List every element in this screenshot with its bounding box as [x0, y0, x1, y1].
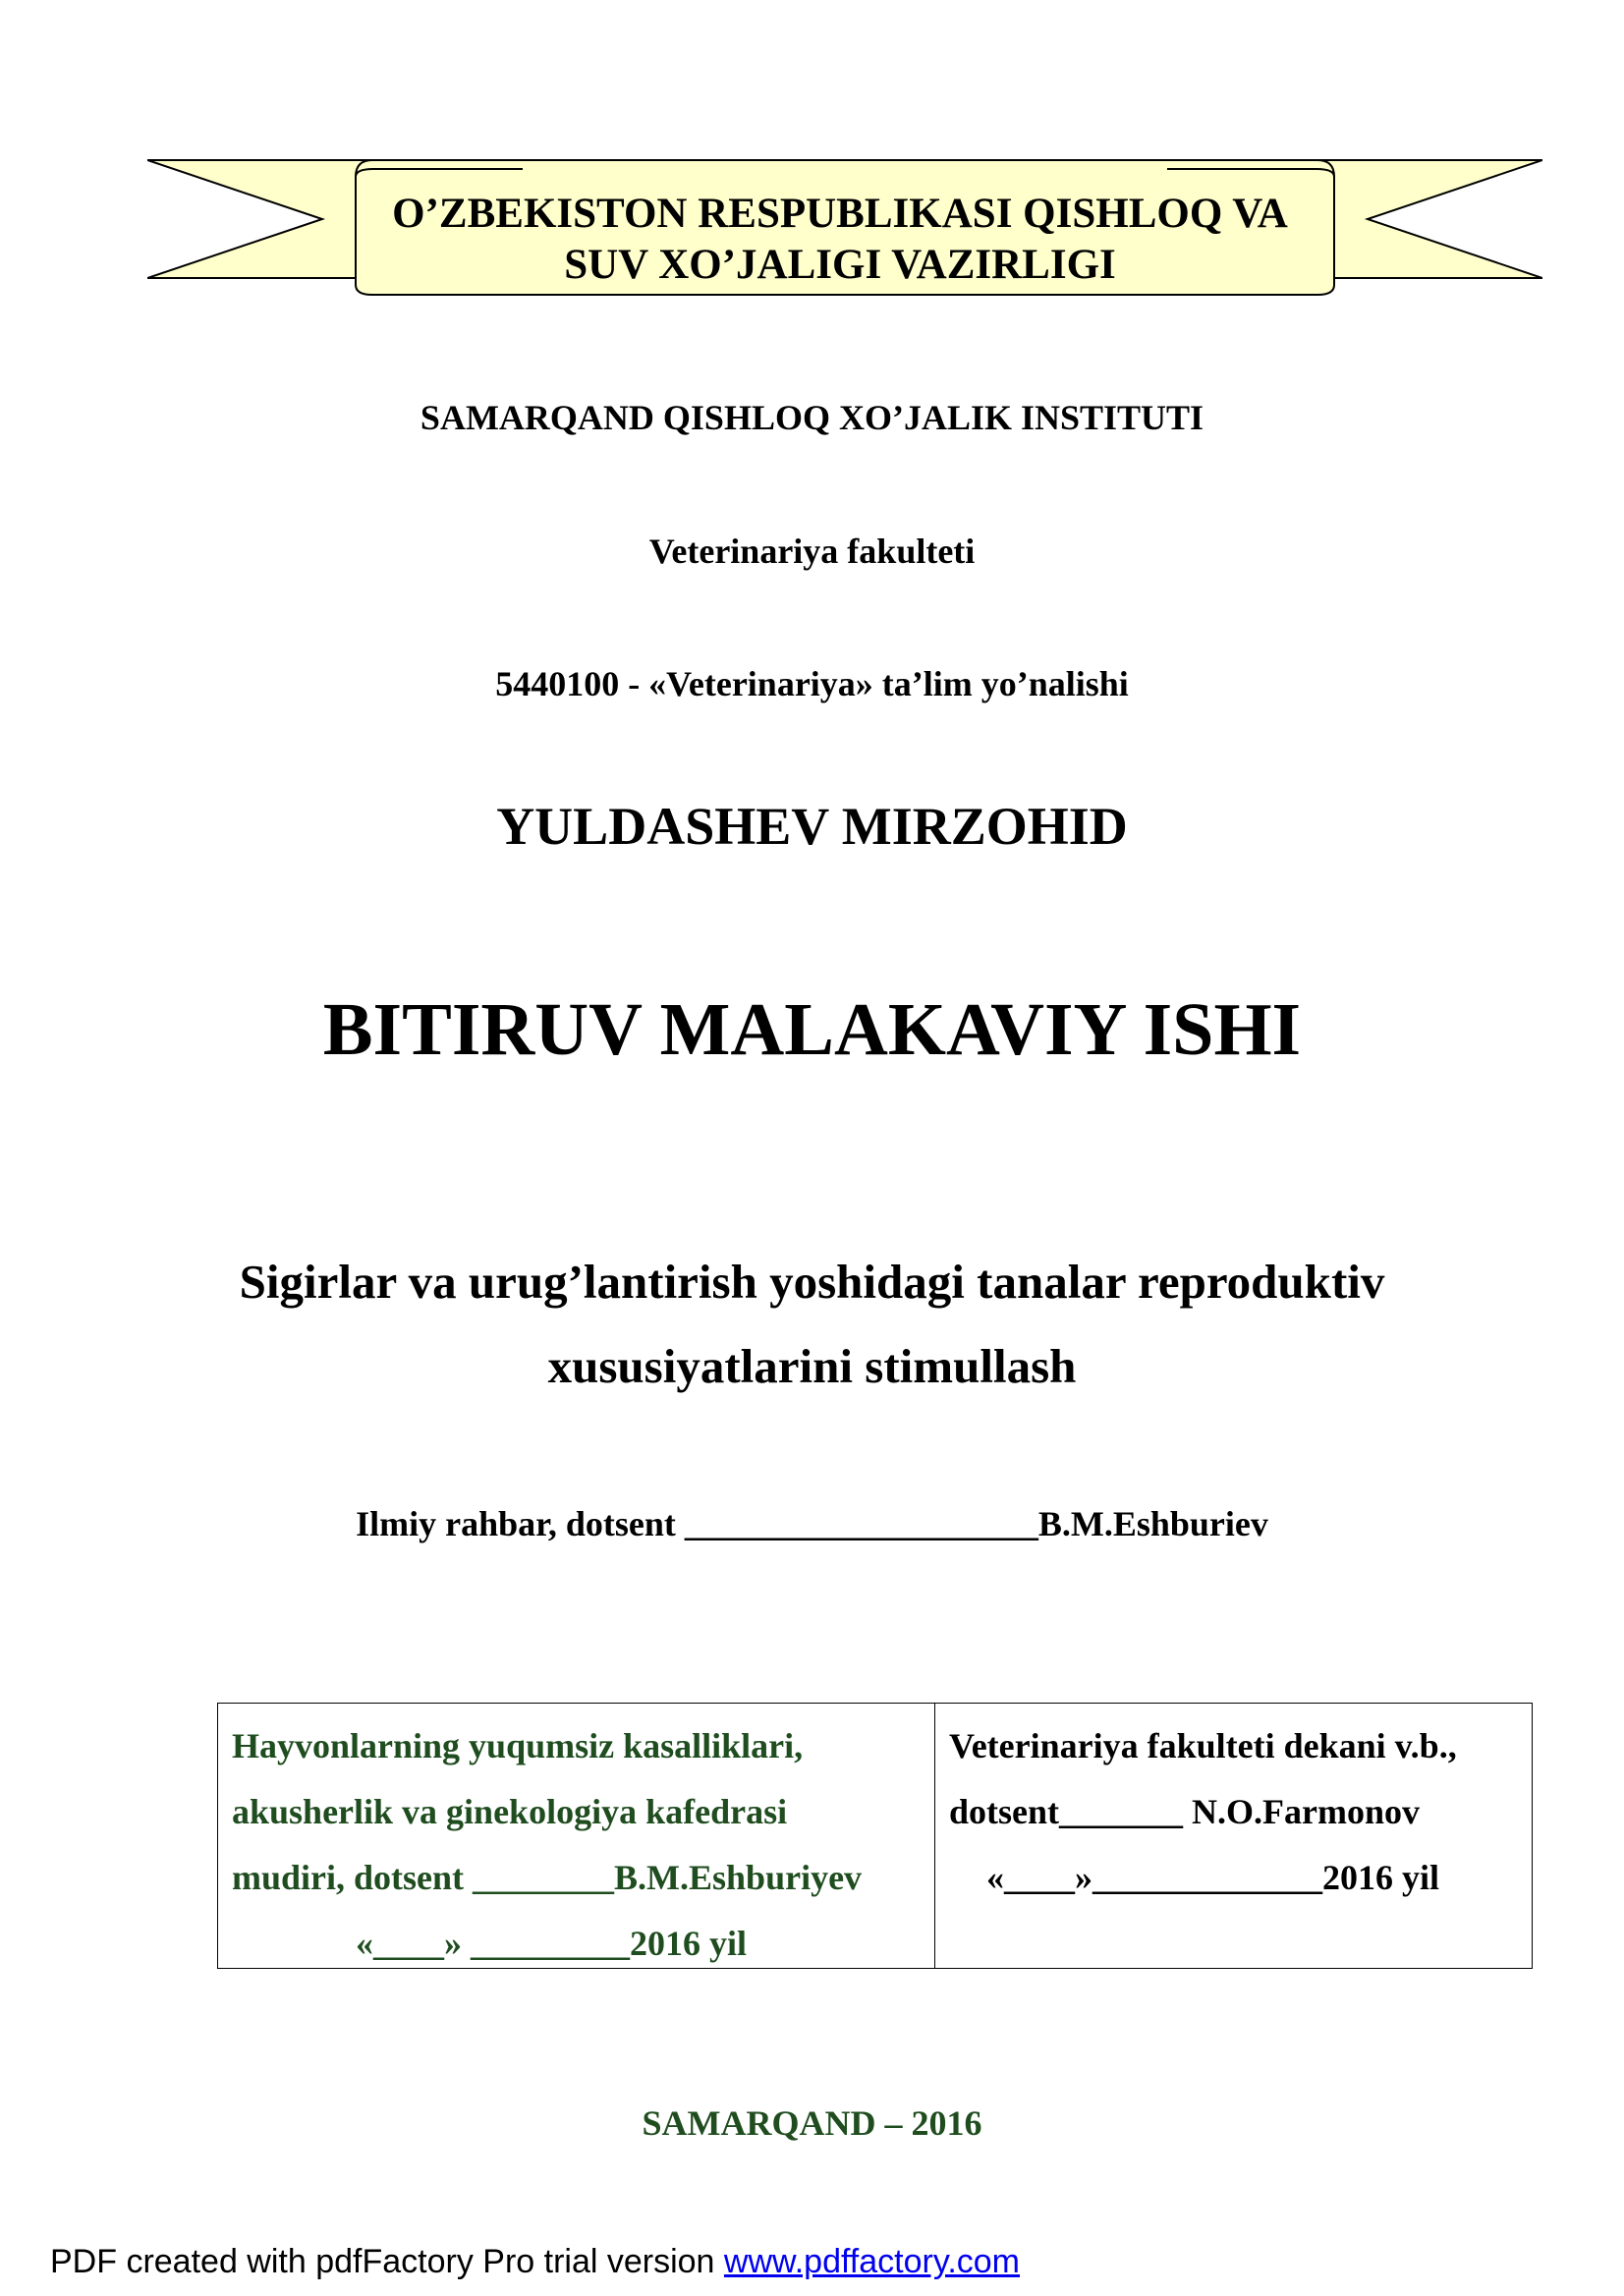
ministry-title-line2: SUV XO’JALIGI VAZIRLIGI: [564, 242, 1116, 288]
ministry-title: [354, 189, 1326, 291]
thesis-topic-line1: Sigirlar va urug’lantirish yoshidagi tanalar reproduktiv: [239, 1255, 1385, 1309]
approval-table: [217, 1703, 1533, 1969]
approval-left-line: Hayvonlarning yuqumsiz kasalliklari,: [232, 1726, 804, 1765]
author-name: YULDASHEV MIRZOHID: [496, 797, 1128, 856]
approval-right-line: Veterinariya fakulteti dekani v.b.,: [949, 1726, 1457, 1765]
approval-left-line: mudiri, dotsent ________B.M.Eshburiyev: [232, 1858, 863, 1897]
ministry-title-line1: O’ZBEKISTON RESPUBLIKASI QISHLOQ VA: [392, 191, 1288, 237]
approval-left-line: akusherlik va ginekologiya kafedrasi: [232, 1792, 788, 1831]
pdf-footer-text: PDF created with pdfFactory Pro trial version: [50, 2243, 724, 2280]
faculty-name: Veterinariya fakulteti: [648, 532, 976, 571]
study-direction: 5440100 - «Veterinariya» ta’lim yo’nalishi: [495, 664, 1129, 703]
city-year: SAMARQAND – 2016: [642, 2103, 982, 2143]
approval-left-date: «____» _________2016 yil: [356, 1924, 748, 1963]
pdf-footer: [50, 2243, 1020, 2281]
institute-name: SAMARQAND QISHLOQ XO’JALIK INSTITUTI: [420, 398, 1204, 437]
supervisor-line: Ilmiy rahbar, dotsent ____________________B.M.Eshburiev: [356, 1504, 1268, 1543]
approval-right-date: «____»_____________2016 yil: [986, 1858, 1440, 1897]
dean-approval: [935, 1704, 1532, 1968]
document-type-title: BITIRUV MALAKAVIY ISHI: [322, 988, 1302, 1071]
thesis-topic: [0, 1240, 1624, 1409]
approval-right-line: dotsent_______ N.O.Farmonov: [949, 1792, 1420, 1831]
thesis-topic-line2: xususiyatlarini stimullash: [547, 1339, 1077, 1393]
department-head-approval: [218, 1704, 935, 1968]
pdffactory-link[interactable]: www.pdffactory.com: [723, 2243, 1020, 2280]
